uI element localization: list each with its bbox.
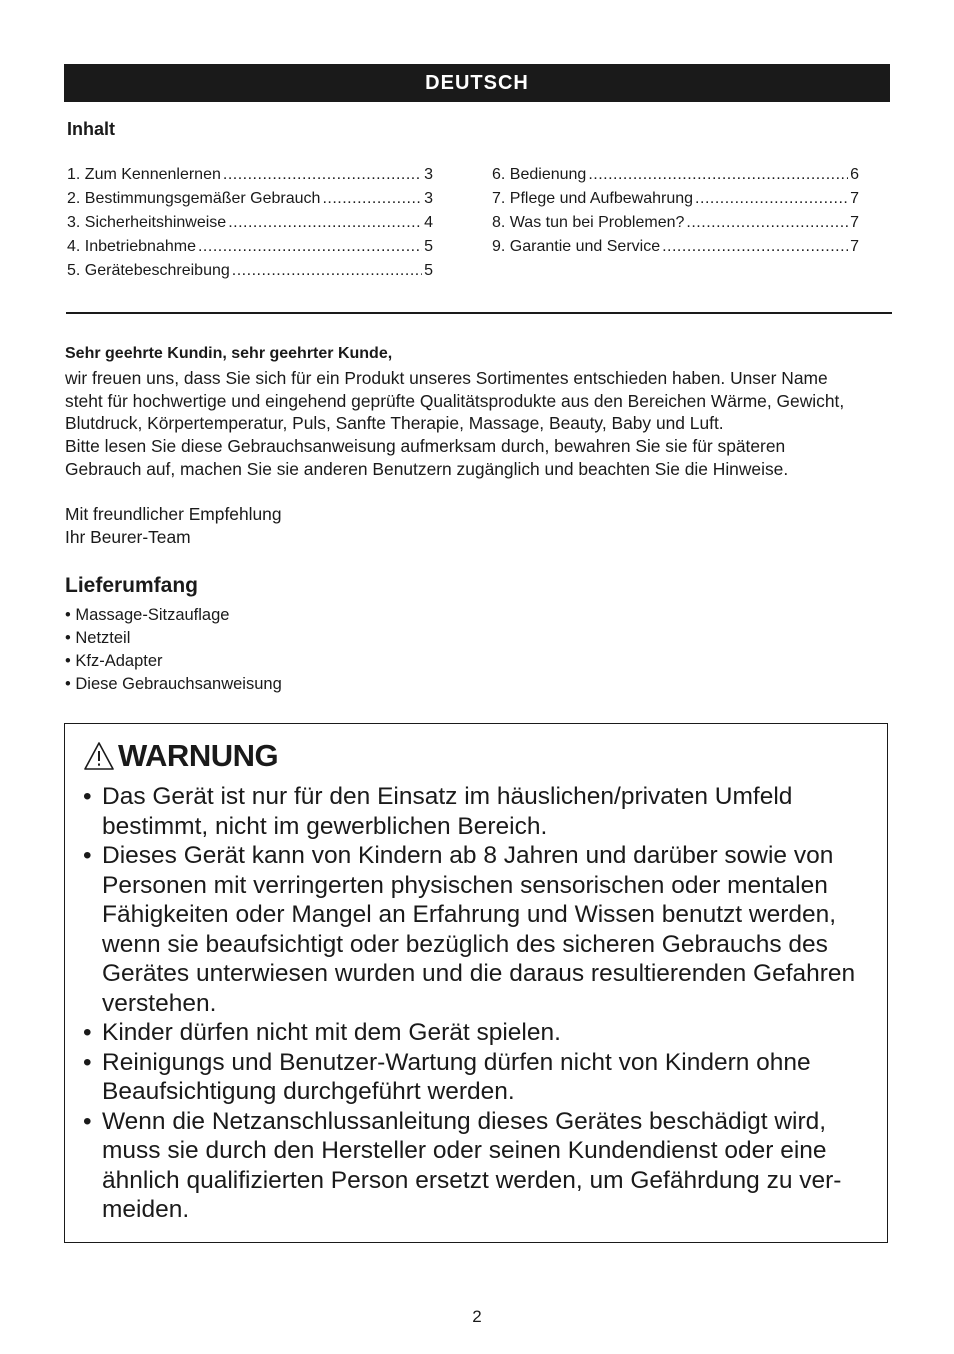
list-item: • Reinigungs und Benutzer-Wartung dürfen nicht von Kindern ohne Beaufsichtigung durchgeführt werden. bbox=[83, 1048, 873, 1107]
letter-closing bbox=[65, 503, 282, 548]
list-item: • Das Gerät ist nur für den Einsatz im häuslichen/privaten Umfeld bestimmt, nicht im gewerblichen Bereich. bbox=[83, 782, 873, 841]
warning-list bbox=[83, 782, 873, 1225]
toc-entry-page: 4 bbox=[424, 214, 433, 231]
toc-entry-label: 9. Garantie und Service bbox=[492, 238, 661, 255]
list-item: • Kinder dürfen nicht mit dem Gerät spielen. bbox=[83, 1018, 873, 1048]
section-divider bbox=[66, 312, 892, 314]
toc-entry-page: 7 bbox=[850, 238, 859, 255]
toc-entry[interactable] bbox=[67, 163, 433, 187]
toc-entry-page: 7 bbox=[850, 190, 859, 207]
warning-title-text: WARNUNG bbox=[118, 738, 279, 773]
toc-entry-label: 3. Sicherheitshinweise bbox=[67, 214, 227, 231]
toc-column-right bbox=[492, 163, 859, 259]
letter-line: Blutdruck, Körpertemperatur, Puls, Sanfte Therapie, Massage, Beauty, Baby und Luft. bbox=[65, 413, 724, 434]
letter-line: wir freuen uns, dass Sie sich für ein Produkt unseres Sortimentes entschieden haben. Unser Name bbox=[65, 368, 828, 388]
toc-entry[interactable] bbox=[67, 187, 433, 211]
letter-line: Gebrauch auf, machen Sie sie anderen Benutzern zugänglich und beachten Sie die Hinweise. bbox=[65, 458, 789, 479]
toc-heading: Inhalt bbox=[67, 119, 115, 139]
toc-entry-label: 7. Pflege und Aufbewahrung bbox=[492, 190, 694, 207]
toc-entry[interactable] bbox=[67, 235, 433, 259]
scope-heading: Lieferumfang bbox=[65, 574, 199, 597]
warning-title bbox=[83, 738, 278, 774]
page-number: 2 bbox=[472, 1307, 482, 1326]
toc-entry-page: 6 bbox=[850, 166, 859, 183]
warning-triangle-icon bbox=[83, 741, 115, 771]
toc-entry-page: 3 bbox=[424, 190, 433, 207]
toc-entry-page: 5 bbox=[424, 238, 433, 255]
toc-entry-label: 5. Gerätebeschreibung bbox=[67, 262, 230, 279]
toc-entry[interactable] bbox=[67, 259, 433, 283]
toc-entry-label: 8. Was tun bei Problemen? bbox=[492, 214, 685, 231]
list-item: • Wenn die Netzanschlussanleitung dieses Gerätes beschädigt wird, muss sie durch den Hersteller oder seinen Kundendienst oder eine ähnlich qualifizierten Person ersetzt werden, um Gefährdung zu ver-meiden. bbox=[83, 1107, 873, 1225]
toc-entry-label: 6. Bedienung bbox=[492, 166, 587, 183]
list-item: • Netzteil bbox=[65, 627, 282, 650]
toc-entry[interactable] bbox=[492, 163, 859, 187]
toc-entry-label: 2. Bestimmungsgemäßer Gebrauch bbox=[67, 190, 321, 207]
toc-entry[interactable] bbox=[492, 187, 859, 211]
list-item: • Diese Gebrauchsanweisung bbox=[65, 673, 282, 696]
closing-greeting: Mit freundlicher Empfehlung bbox=[65, 504, 282, 524]
toc-entry-page: 7 bbox=[850, 214, 859, 231]
list-item: • Massage-Sitzauflage bbox=[65, 604, 282, 627]
list-item: • Kfz-Adapter bbox=[65, 650, 282, 673]
list-item: • Dieses Gerät kann von Kindern ab 8 Jahren und darüber sowie von Personen mit verringerten physischen sensorischen oder mentalen Fähigkeiten oder Mangel an Erfahrung und Wissen benutzt werden, wenn sie beaufsichtigt oder bezüglich des sicheren Gebrauchs des Gerätes unterwiesen wurden und die daraus resultierenden Gefahren verstehen. bbox=[83, 841, 873, 1018]
toc-entry-page: 3 bbox=[424, 166, 433, 183]
letter-line: Bitte lesen Sie diese Gebrauchsanweisung aufmerksam durch, bewahren Sie sie für späteren bbox=[65, 436, 786, 457]
letter-salutation: Sehr geehrte Kundin, sehr geehrter Kunde, bbox=[65, 345, 393, 362]
closing-signature: Ihr Beurer-Team bbox=[65, 526, 191, 547]
toc-entry[interactable] bbox=[492, 211, 859, 235]
toc-column-left bbox=[67, 163, 433, 283]
toc-entry-page: 5 bbox=[424, 262, 433, 279]
language-header: DEUTSCH bbox=[64, 64, 890, 102]
scope-list bbox=[65, 604, 282, 696]
toc-entry-label: 4. Inbetriebnahme bbox=[67, 238, 196, 255]
letter-line: steht für hochwertige und eingehend geprüfte Qualitätsprodukte aus den Bereichen Wärme, Gewicht, bbox=[65, 390, 845, 411]
toc-entry-label: 1. Zum Kennenlernen bbox=[67, 166, 221, 183]
toc-entry[interactable] bbox=[67, 211, 433, 235]
letter-body bbox=[65, 367, 890, 481]
toc-entry[interactable] bbox=[492, 235, 859, 259]
warning-box bbox=[64, 723, 888, 1243]
